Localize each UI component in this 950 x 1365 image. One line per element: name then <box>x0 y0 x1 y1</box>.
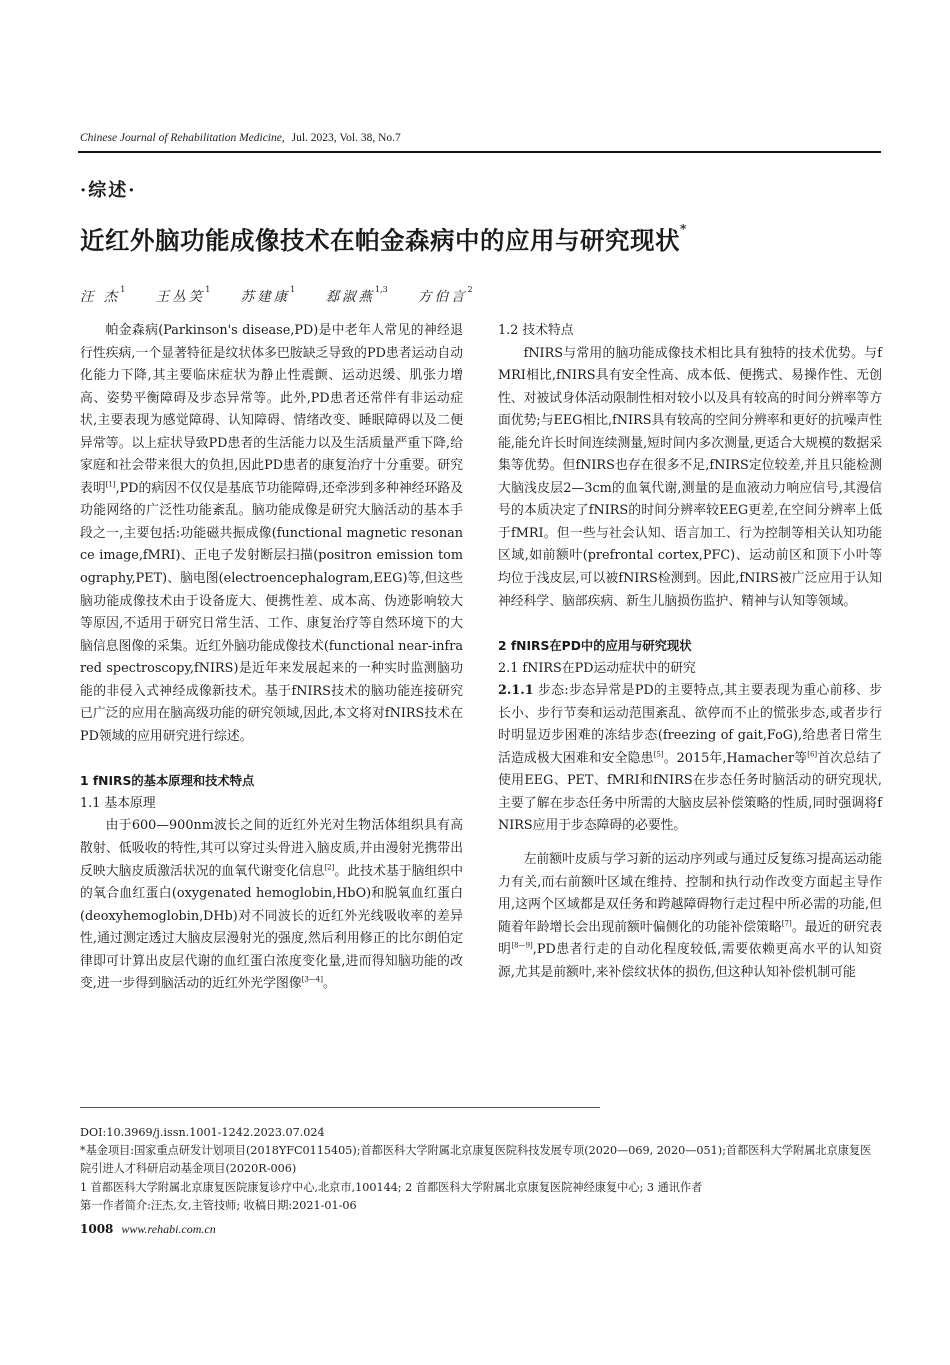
principle-paragraph <box>80 815 463 995</box>
author-affiliation: 1 <box>290 285 296 294</box>
intro-paragraph <box>80 320 463 748</box>
text-span: 由于600—900nm波长之间的近红外光对生物活体组织具有高散射、低吸收的特性,其可以穿过头骨进入脑皮质,并由漫射光携带出反映大脑皮质激活状况的血氧代谢变化信息 <box>80 818 463 879</box>
subsubsection-number: 2.1.1 <box>498 683 534 699</box>
journal-name: Chinese Journal of Rehabilitation Medicine, <box>80 132 285 144</box>
text-span: 帕金森病(Parkinson's disease,PD)是中老年人常见的神经退行性疾病,一个显著特征是纹状体多巴胺缺乏导致的PD患者运动自动化能力下降,其主要临床症状为静止性震颤、运动迟缓、肌张力增高、姿势平衡障碍及步态异常等。此外,PD患者还常伴有非运动症状,主要表现为感觉障碍、认知障碍、情绪改变、睡眠障碍以及二便异常等。以上症状导致PD患者的生活能力以及生活质量严重下降,给家庭和社会带来很大的负担,因此PD患者的康复治疗十分重要。研究表明 <box>80 323 463 496</box>
funding-note: *基金项目:国家重点研发计划项目(2018YFC0115405);首都医科大学附属北京康复医院科技发展专项(2020—069, 2020—051);首都医科大学附属北京康复医院引进人才科研启动基金项目(2020R-006) <box>80 1144 872 1175</box>
citation[interactable]: [2] <box>324 863 335 872</box>
author <box>80 285 126 305</box>
citation[interactable]: [3—4] <box>301 976 323 985</box>
website-link[interactable]: www.rehabi.com.cn <box>121 1222 216 1236</box>
author <box>418 285 473 305</box>
author-list <box>80 285 499 305</box>
left-column <box>80 320 463 996</box>
prefrontal-paragraph <box>498 849 882 984</box>
text-span: 。最近的研究表明 <box>498 919 883 958</box>
subsection-heading-1-2: 1.2 技术特点 <box>498 323 574 338</box>
author-name: 王丛笑 <box>155 289 206 305</box>
text-span: ,PD患者行走的自动化程度较低,需要依赖更高水平的认知资源,尤其是前额叶,来补偿纹状体的损伤,但这种认知补偿机制可能 <box>498 942 882 980</box>
journal-header <box>80 132 401 144</box>
section-tag: ·综述· <box>80 180 137 201</box>
author <box>325 285 388 305</box>
title-footnote-mark: * <box>680 222 687 236</box>
text-span: 左前额叶皮质与学习新的运动序列或与通过反复练习提高运动能力有关,而右前额叶区域在维持、控制和执行动作改变方面起主导作用,这两个区域都是双任务和跨越障碍物行走过程中所必需的功能,但随着年龄增长会出现前额叶偏侧化的功能补偿策略 <box>498 852 882 935</box>
subsection-heading-1-1: 1.1 基本原理 <box>80 795 156 811</box>
citation[interactable]: [6] <box>807 750 818 759</box>
gait-paragraph <box>498 680 882 838</box>
text-span: 。2015年,Hamacher等 <box>663 750 808 766</box>
author <box>155 285 211 305</box>
page-footer <box>80 1222 216 1237</box>
text-span: 。此技术基于脑组织中的氧合血红蛋白(oxygenated hemoglobin,HbO)和脱氧血红蛋白(deoxyhemoglobin,DHb)对不同波长的近红外光线吸收率的差异性,通过测定透过大脑皮层漫射光的强度,然后利用修正的比尔朗伯定律即可计算出皮层代谢的血红蛋白浓度变化量,进而得知脑功能的改变,进一步得到脑活动的近红外光学图像 <box>80 863 464 992</box>
author-name: 郄淑燕 <box>325 289 375 305</box>
doi[interactable]: DOI:10.3969/j.issn.1001-1242.2023.07.024 <box>80 1126 325 1139</box>
author-name: 汪 杰 <box>80 289 121 305</box>
author-name: 方伯言 <box>418 289 468 305</box>
author-affiliation: 1 <box>120 285 126 294</box>
citation[interactable]: [5] <box>653 750 664 759</box>
text-span: 。 <box>323 976 336 992</box>
journal-issue: Jul. 2023, Vol. 38, No.7 <box>291 132 401 144</box>
text-span: ,PD的病因不仅仅是基底节功能障碍,还牵涉到多种神经环路及功能网络的广泛性功能紊乱。脑功能成像是研究大脑活动的基本手段之一,主要包括:功能磁共振成像(functional magnetic resonance image,fMRI)、正电子发射断层扫描(positron emission tomography,PET)、脑电图(electroencephalogram,EEG)等,但这些脑功能成像技术由于设备庞大、便携性差、成本高、伪迹影响较大等原因,不适用于研究日常生活、工作、康复治疗等自然环境下的大脑信息图像的采集。近红外脑功能成像技术(functional near-infrared spectroscopy,fNIRS)是近年来发展起来的一种实时监测脑功能的非侵入式神经成像新技术。基于fNIRS技术的脑功能连接研究已广泛的应用在脑高级功能的研究领域,因此,本文将对fNIRS技术在PD领域的应用研究进行综述。 <box>80 480 463 744</box>
author-affiliation: 1 <box>205 285 211 294</box>
article-title <box>80 222 890 257</box>
subsection-heading-2-1: 2.1 fNIRS在PD运动症状中的研究 <box>498 660 696 676</box>
title-text: 近红外脑功能成像技术在帕金森病中的应用与研究现状 <box>80 226 680 255</box>
affiliations-note: 1 首都医科大学附属北京康复医院康复诊疗中心,北京市,100144; 2 首都医科大学附属北京康复医院神经康复中心; 3 通讯作者 <box>80 1181 703 1194</box>
header-rule <box>78 151 881 153</box>
author <box>240 285 296 305</box>
text-span: 步态:步态异常是PD的主要特点,其主要表现为重心前移、步长小、步行节奏和运动范围紊乱、欲停而不止的慌张步态,或者步行时明显迈步困难的冻结步态(freezing of gait,FoG),给患者日常生活造成极大困难和安全隐患 <box>498 683 882 766</box>
citation[interactable]: [8—9] <box>511 941 533 950</box>
text-span: 首次总结了使用EEG、PET、fMRI和fNIRS在步态任务时脑活动的研究现状,主要了解在步态任务中所需的大脑皮层补偿策略的性质,同时强调将fNIRS应用于步态障碍的必要性。 <box>498 750 882 834</box>
citation[interactable]: [1] <box>105 480 116 489</box>
citation[interactable]: [7] <box>781 919 792 928</box>
author-affiliation: 1,3 <box>374 285 388 294</box>
section-heading-2: 2 fNIRS在PD中的应用与研究现状 <box>498 639 692 654</box>
footnote-rule <box>80 1107 600 1108</box>
author-name: 苏建康 <box>240 289 291 305</box>
features-paragraph: fNIRS与常用的脑功能成像技术相比具有独特的技术优势。与fMRI相比,fNIRS具有安全性高、成本低、便携式、易操作性、无创性、对被试身体活动限制性相对较小以及具有较高的时间分辨率等方面优势;与EEG相比,fNIRS具有较高的空间分辨率和更好的抗噪声性能,能允许长时间连续测量,短时间内多次测量,更适合大规模的数据采集等优势。但fNIRS也存在很多不足,fNIRS定位较差,并且只能检测大脑浅皮层2—3cm的血氧代谢,测量的是血液动力响应信号,其漫信号的本质决定了fNIRS的时间分辨率较EEG更差,在空间分辨率上低于fMRI。但一些与社会认知、语言加工、行为控制等相关认知功能区域,如前额叶(prefrontal cortex,PFC)、运动前区和顶下小叶等均位于浅皮层,可以被fNIRS检测到。因此,fNIRS被广泛应用于认知神经科学、脑部疾病、新生儿脑损伤监护、精神与认知等领域。 <box>498 345 882 609</box>
section-heading-1: 1 fNIRS的基本原理和技术特点 <box>80 774 255 789</box>
author-affiliation: 2 <box>467 285 473 294</box>
right-column <box>498 320 882 984</box>
author-bio-note: 第一作者简介:汪杰,女,主管技师; 收稿日期:2021-01-06 <box>80 1199 357 1212</box>
page-number: 1008 <box>80 1222 114 1236</box>
